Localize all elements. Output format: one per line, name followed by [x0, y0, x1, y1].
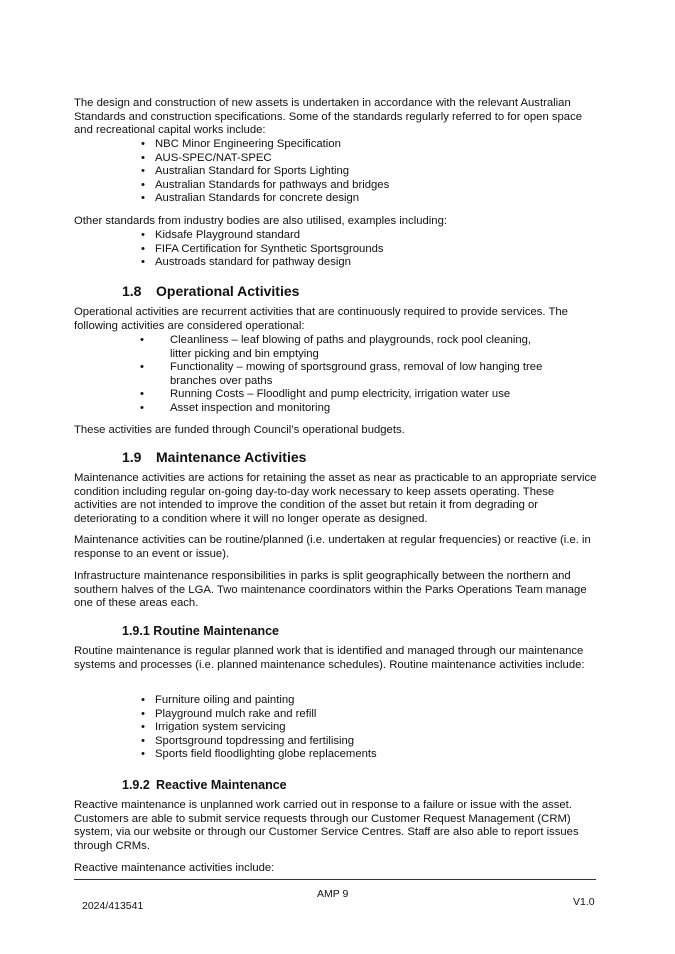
bullet-icon: •	[141, 165, 145, 178]
intro-paragraph: The design and construction of new assets is undertaken in accordance with the relevant Australian Standards and construction specifications. Some of the standards regularly referred to for open space and recreational capital works include:	[74, 97, 583, 137]
bullet-icon: •	[141, 229, 145, 241]
bullet-icon: •	[140, 401, 144, 414]
list-item: • Cleanliness – leaf blowing of paths and playgrounds, rock pool cleaning, litter picking and bin emptying	[140, 334, 532, 360]
reactive-lead: Reactive maintenance activities include:	[74, 862, 275, 874]
list-item: • Sports field floodlighting globe replacements	[141, 748, 377, 761]
section-heading-1-9-2: 1.9.2 Reactive Maintenance	[122, 778, 287, 792]
list-item: • Kidsafe Playground standard	[141, 229, 301, 241]
list-item: • Austroads standard for pathway design	[141, 256, 351, 269]
bullet-icon: •	[141, 178, 145, 191]
operational-closing: These activities are funded through Council’s operational budgets.	[74, 424, 405, 436]
list-item: • Running Costs – Floodlight and pump electricity, irrigation water use	[140, 388, 511, 401]
list-item: • Sportsground topdressing and fertilising	[141, 734, 355, 747]
maintenance-paragraph-2: Maintenance activities can be routine/planned (i.e. undertaken at regular frequencies) or reactive (i.e. in response to an event or issue).	[74, 534, 591, 560]
bullet-icon: •	[141, 138, 145, 150]
section-heading-1-9: 1.9 Maintenance Activities	[122, 449, 307, 465]
list-item: • Irrigation system servicing	[141, 721, 286, 734]
bullet-icon: •	[140, 334, 144, 346]
operational-paragraph: Operational activities are recurrent activities that are continuously required to provide services. The following activities are considered operational:	[74, 306, 568, 332]
bullet-icon: •	[141, 242, 145, 255]
standards-list	[141, 138, 390, 206]
section-heading-1-8: 1.8 Operational Activities	[122, 283, 300, 299]
list-item: • Playground mulch rake and refill	[141, 707, 317, 720]
version-label: V1.0	[573, 896, 595, 908]
bullet-icon: •	[141, 707, 145, 720]
reactive-paragraph: Reactive maintenance is unplanned work carried out in response to a failure or issue with the asset. Customers are able to submit service requests through our Customer Request Management (CRM) system, via our website or through our Customer Service Centres. Staff are also able to report issues through CRMs.	[74, 799, 579, 852]
bullet-icon: •	[141, 694, 145, 706]
page-number: AMP 9	[317, 888, 349, 900]
bullet-icon: •	[141, 748, 145, 761]
list-item: • Australian Standards for pathways and bridges	[141, 178, 390, 191]
bullet-icon: •	[141, 256, 145, 269]
maintenance-paragraph-1: Maintenance activities are actions for retaining the asset as near as practicable to an appropriate service condition including regular on-going day-to-day work necessary to keep assets operating. These activities are not intended to improve the condition of the asset but retain it from degrading or deteriorating to a condition where it will no longer operate as designed.	[74, 472, 597, 525]
routine-paragraph: Routine maintenance is regular planned work that is identified and managed through our maintenance systems and processes (i.e. planned maintenance schedules). Routine maintenance activities include:	[74, 645, 585, 671]
bullet-icon: •	[140, 361, 144, 374]
list-item: • Functionality – mowing of sportsground grass, removal of low hanging tree branches over paths	[140, 361, 543, 387]
section-heading-1-9-1: 1.9.1 Routine Maintenance	[122, 624, 280, 638]
list-item: • Australian Standards for concrete design	[141, 192, 360, 205]
bullet-icon: •	[141, 151, 145, 164]
list-item: • NBC Minor Engineering Specification	[141, 138, 341, 150]
document-id: 2024/413541	[82, 900, 144, 912]
operational-list	[140, 334, 548, 416]
bullet-icon: •	[141, 721, 145, 734]
list-item: • AUS-SPEC/NAT-SPEC	[141, 151, 272, 164]
other-standards-list	[141, 229, 384, 270]
bullet-icon: •	[141, 734, 145, 747]
bullet-icon: •	[141, 192, 145, 205]
routine-list	[141, 694, 377, 762]
list-item: • Asset inspection and monitoring	[140, 401, 331, 414]
other-standards-paragraph: Other standards from industry bodies are also utilised, examples including:	[74, 215, 447, 227]
list-item: • Australian Standard for Sports Lighting	[141, 165, 350, 178]
list-item: • FIFA Certification for Synthetic Sportsgrounds	[141, 242, 384, 255]
list-item: • Furniture oiling and painting	[141, 694, 295, 706]
footer-divider	[74, 879, 596, 880]
bullet-icon: •	[140, 388, 144, 401]
maintenance-paragraph-3: Infrastructure maintenance responsibilities in parks is split geographically between the northern and southern halves of the LGA. Two maintenance coordinators within the Parks Operations Team manage one of these areas each.	[74, 570, 587, 610]
